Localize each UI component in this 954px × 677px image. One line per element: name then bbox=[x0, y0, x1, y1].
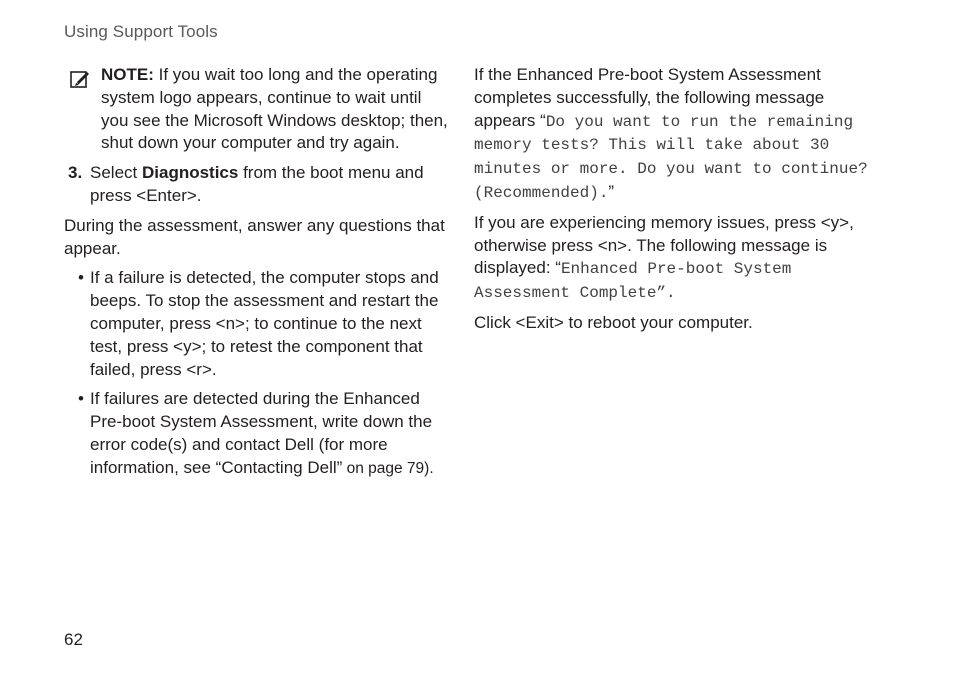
assessment-complete-message: Enhanced Pre-boot System Assessment Complete bbox=[474, 260, 792, 303]
note-text: If you wait too long and the operating system logo appears, continue to wait until you see the Microsoft Windows desktop; then, shut down your computer and try again. bbox=[101, 65, 448, 153]
success-message-paragraph bbox=[474, 64, 874, 205]
memory-issues-text: If you are experiencing memory issues, press <y>, otherwise press <n>. The following message is displayed: “ bbox=[474, 212, 854, 278]
page-reference-link[interactable]: on page 79). bbox=[342, 459, 434, 477]
bullet-item bbox=[64, 267, 452, 381]
assessment-intro: During the assessment, answer any questions that appear. bbox=[64, 215, 445, 258]
reboot-instruction: Click <Exit> to reboot your computer. bbox=[474, 312, 753, 332]
bullet-item bbox=[64, 388, 452, 480]
bullet-text: If a failure is detected, the computer stops and beeps. To stop the assessment and restart the computer, press <n>; to continue to the next test, press <y>; to retest the component that failed, press <r>. bbox=[90, 268, 439, 379]
note-pencil-icon bbox=[70, 69, 90, 89]
bullet-dot: • bbox=[78, 268, 84, 288]
step-prefix: Select bbox=[90, 163, 142, 183]
running-header: Using Support Tools bbox=[64, 22, 218, 41]
bullet-text: If failures are detected during the Enhanced Pre-boot System Assessment, write down the error code(s) and contact Dell (for more information, see “Contacting Dell” bbox=[90, 389, 433, 477]
success-intro-text: If the Enhanced Pre-boot System Assessment completes successfully, the following message appears “ bbox=[474, 65, 825, 130]
memory-test-prompt: Do you want to run the remaining memory tests? This will take about 30 minutes or more. Do you want to continue? (Recommended). bbox=[474, 112, 868, 202]
step-bold-term: Diagnostics bbox=[141, 163, 239, 183]
step-suffix: from the boot menu and press <Enter>. bbox=[90, 163, 424, 205]
note-label: NOTE: bbox=[101, 65, 154, 84]
step-number: 3. bbox=[68, 163, 83, 183]
memory-issues-paragraph bbox=[474, 212, 874, 305]
quote-close: ” bbox=[608, 181, 615, 201]
right-column bbox=[474, 64, 874, 342]
page-number: 62 bbox=[64, 630, 83, 649]
quote-close: ”. bbox=[656, 284, 676, 303]
step-3 bbox=[64, 162, 452, 208]
left-column bbox=[64, 64, 452, 488]
note-block bbox=[64, 64, 452, 155]
bullet-dot: • bbox=[78, 389, 84, 409]
